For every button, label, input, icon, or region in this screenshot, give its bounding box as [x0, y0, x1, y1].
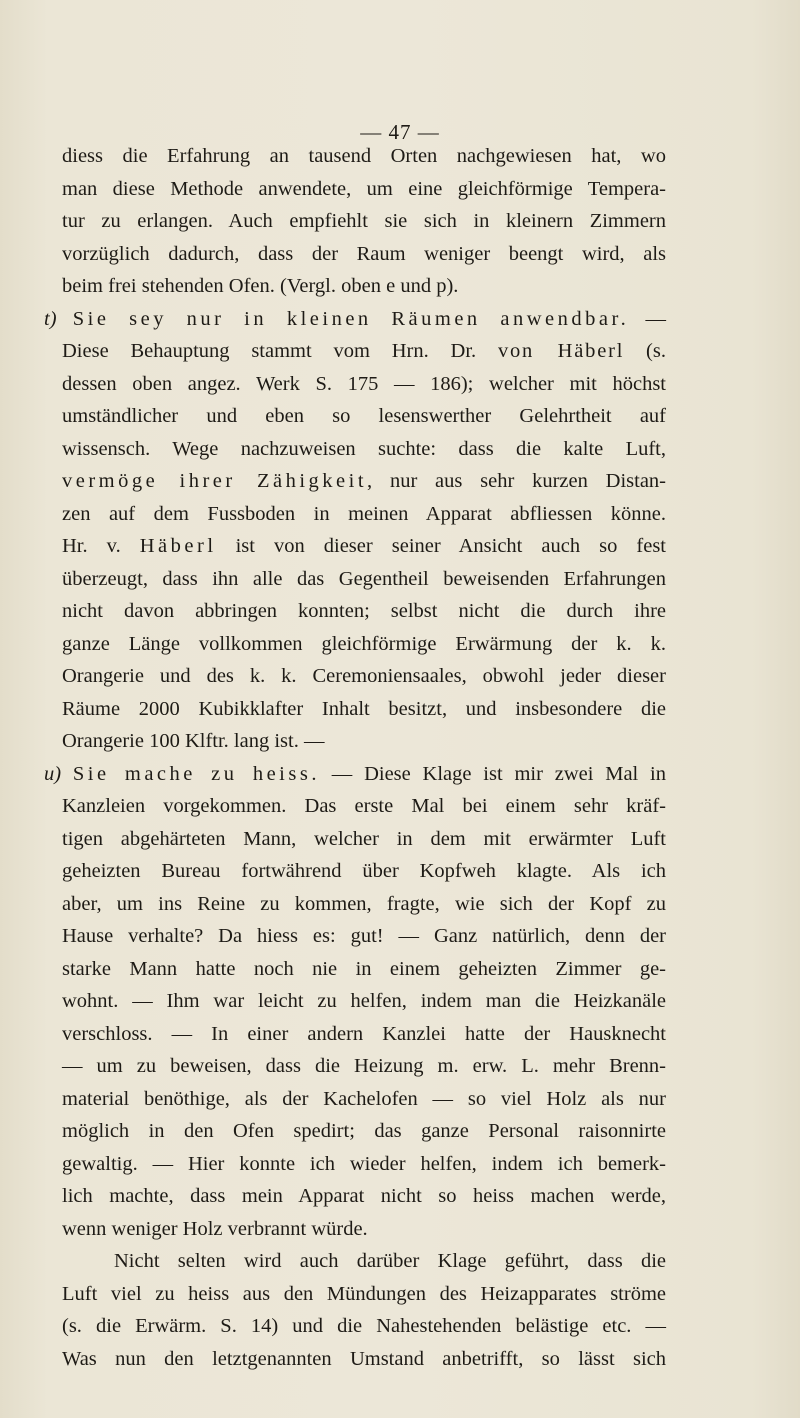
text-run: zen auf dem Fussboden in meinen Apparat abfliessen könne. [62, 502, 666, 525]
spaced-emphasis: Sie sey nur in kleinen Räumen anwendbar. [72, 307, 630, 330]
text-run: Kanzleien vorgekommen. Das erste Mal bei einem sehr kräf- [62, 795, 666, 817]
spaced-emphasis: vermöge ihrer Zähigkeit [62, 470, 368, 492]
text-line [62, 1213, 666, 1246]
text-run: Nicht selten wird auch darüber Klage geführt, dass die [114, 1250, 666, 1272]
text-line [62, 628, 666, 661]
text-run: starke Mann hatte noch nie in einem geheizten Zimmer ge- [62, 957, 666, 980]
text-line [62, 433, 666, 466]
text-line [62, 1310, 666, 1343]
text-run: aber, um ins Reine zu kommen, fragte, wie sich der Kopf zu [62, 892, 666, 915]
text-line [62, 140, 666, 173]
text-run: Luft viel zu heiss aus den Mündungen des Heizapparates ströme [62, 1282, 666, 1305]
text-line [44, 758, 666, 791]
text-line [62, 1115, 666, 1148]
text-line [62, 563, 666, 596]
item-marker: u) [44, 762, 73, 785]
text-line [62, 530, 666, 563]
text-line [62, 920, 666, 953]
text-line [62, 1018, 666, 1051]
text-run: , nur aus sehr kurzen Distan- [367, 470, 666, 492]
text-line [62, 888, 666, 921]
text-run: (s. [624, 340, 666, 362]
text-line [62, 1278, 666, 1311]
text-line [62, 953, 666, 986]
text-run: dessen oben angez. Werk S. 175 — 186); welcher mit höchst [62, 372, 666, 395]
text-line [62, 595, 666, 628]
text-line [62, 238, 666, 271]
text-run: gewaltig. — Hier konnte ich wieder helfen, indem ich bemerk- [62, 1152, 666, 1175]
text-run: tigen abgehärteten Mann, welcher in dem mit erwärmter Luft [62, 827, 666, 850]
text-line [114, 1245, 666, 1278]
text-run: ganze Länge vollkommen gleichförmige Erwärmung der k. k. [62, 632, 666, 655]
text-line [62, 660, 666, 693]
text-run: wissensch. Wege nachzuweisen suchte: dass die kalte Luft, [62, 437, 666, 460]
text-line [62, 1050, 666, 1083]
text-line [62, 368, 666, 401]
text-run: material benöthige, als der Kachelofen — so viel Holz als nur [62, 1087, 666, 1110]
text-line [62, 400, 666, 433]
text-run: Diese Behauptung stammt vom Hrn. Dr. [62, 340, 498, 362]
text-line [62, 1083, 666, 1116]
text-run: nicht davon abbringen konnten; selbst nicht die durch ihre [62, 600, 666, 622]
text-run: — um zu beweisen, dass die Heizung m. erw. L. mehr Brenn- [62, 1055, 666, 1077]
text-line [62, 985, 666, 1018]
text-run: Was nun den letztgenannten Umstand anbetrifft, so lässt sich [62, 1347, 666, 1370]
text-run: (s. die Erwärm. S. 14) und die Nahestehenden belästige etc. — [62, 1315, 666, 1337]
body-text [44, 140, 667, 1375]
text-run: umständlicher und eben so lesenswerther Gelehrtheit auf [62, 405, 666, 427]
text-line [62, 498, 666, 531]
text-run: geheizten Bureau fortwährend über Kopfweh klagte. Als ich [62, 860, 666, 882]
text-run: wenn weniger Holz verbrannt würde. [62, 1217, 368, 1240]
text-run: Hause verhalte? Da hiess es: gut! — Ganz natürlich, denn der [62, 925, 666, 947]
spaced-emphasis: Häberl [139, 535, 217, 557]
text-run: verschloss. — In einer andern Kanzlei hatte der Hausknecht [62, 1022, 666, 1045]
text-run: lich machte, dass mein Apparat nicht so heiss machen werde, [62, 1185, 666, 1207]
text-line [62, 1148, 666, 1181]
text-line [62, 335, 666, 368]
text-run: vorzüglich dadurch, dass der Raum weniger beengt wird, als [62, 242, 666, 265]
text-line [62, 1343, 666, 1376]
text-line [62, 465, 666, 498]
text-run: tur zu erlangen. Auch empfiehlt sie sich in kleinern Zimmern [62, 210, 666, 232]
text-line [62, 173, 666, 206]
text-run: man diese Methode anwendete, um eine gleichförmige Tempera- [62, 177, 666, 200]
text-run: — [629, 307, 667, 330]
text-line [62, 205, 666, 238]
text-run: Orangerie und des k. k. Ceremoniensaales, obwohl jeder dieser [62, 665, 666, 687]
spaced-emphasis: Sie mache zu heiss. [72, 762, 320, 785]
text-run: möglich in den Ofen spedirt; das ganze Personal raisonnirte [62, 1120, 666, 1142]
text-run: beim frei stehenden Ofen. (Vergl. oben e und p). [62, 275, 459, 297]
item-marker: t) [44, 307, 73, 330]
page-number: — 47 — [360, 120, 440, 144]
text-run: überzeugt, dass ihn alle das Gegentheil beweisenden Erfahrungen [62, 567, 666, 590]
text-line [62, 790, 666, 823]
text-line [62, 270, 666, 303]
text-run: ist von dieser seiner Ansicht auch so fest [216, 535, 666, 557]
spaced-emphasis: von Häberl [497, 340, 625, 362]
text-line [62, 855, 666, 888]
text-line [62, 693, 666, 726]
text-run: Hr. v. [62, 535, 140, 557]
text-run: Orangerie 100 Klftr. lang ist. — [62, 730, 325, 752]
text-line [62, 1180, 666, 1213]
text-run: diess die Erfahrung an tausend Orten nachgewiesen hat, wo [62, 145, 666, 167]
text-line [62, 823, 666, 856]
text-line [62, 725, 666, 758]
text-run: wohnt. — Ihm war leicht zu helfen, indem man die Heizkanäle [62, 990, 666, 1012]
text-run: — Diese Klage ist mir zwei Mal in [319, 762, 667, 785]
text-line [44, 303, 666, 336]
text-run: Räume 2000 Kubikklafter Inhalt besitzt, und insbesondere die [62, 697, 666, 720]
